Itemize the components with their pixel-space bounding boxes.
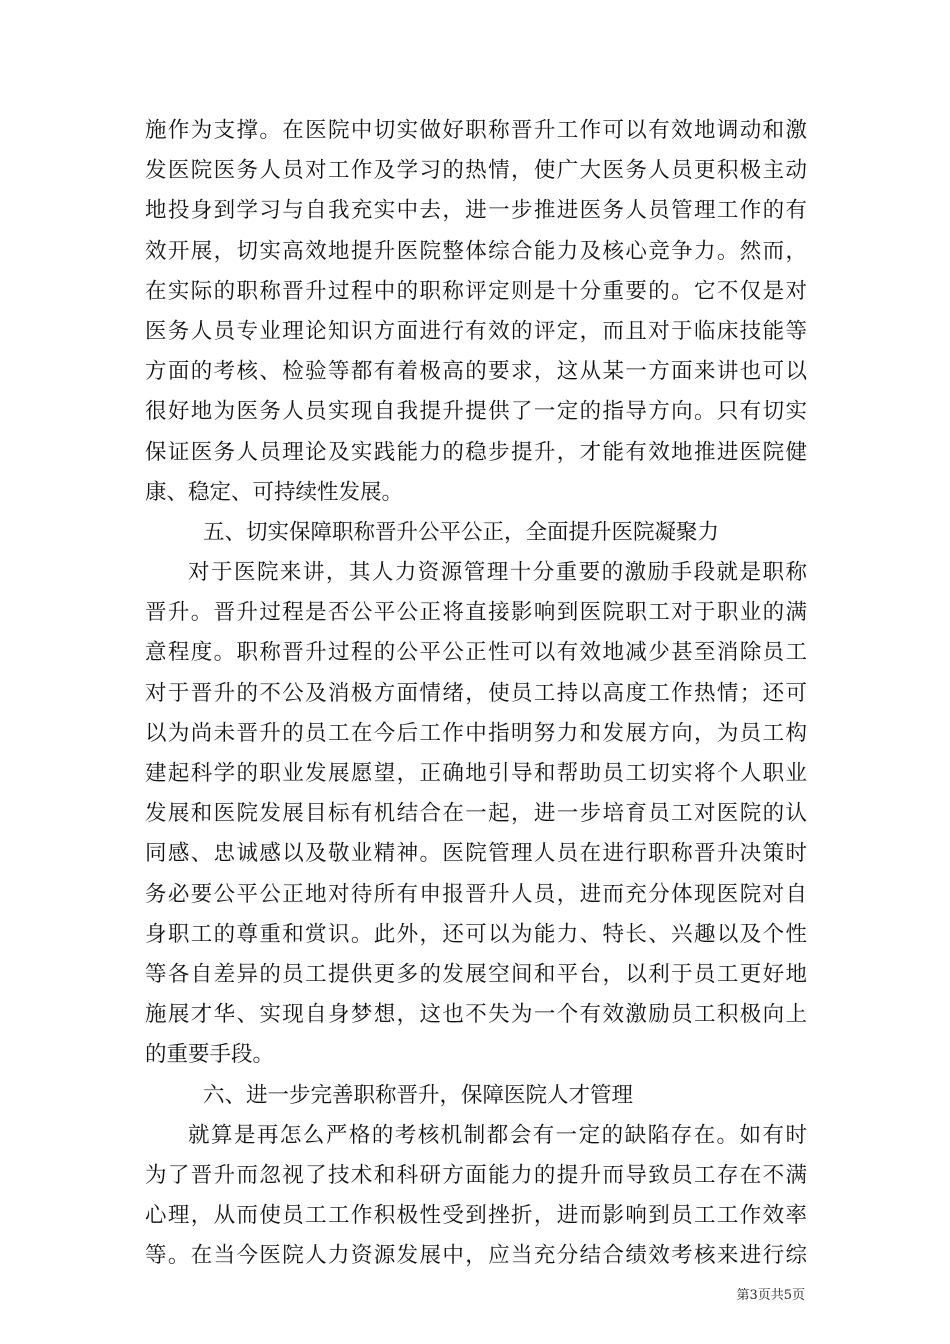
- text-line: 等。在当今医院人力资源发展中，应当充分结合绩效考核来进行综: [145, 1243, 807, 1269]
- page-footer: 第3页共5页: [736, 1288, 805, 1303]
- text-line: 施作为支撑。在医院中切实做好职称晋升工作可以有效地调动和激: [145, 118, 807, 143]
- document-body: [145, 111, 807, 1276]
- text-line: 以为尚未晋升的员工在今后工作中指明努力和发展方向，为员工构: [145, 720, 807, 746]
- text-line: 保证医务人员理论及实践能力的稳步提升，才能有效地推进医院健: [145, 439, 807, 465]
- text-line: 发展和医院发展目标有机结合在一起，进一步培育员工对医院的认: [145, 801, 807, 827]
- section-heading: 五、切实保障职称晋升公平公正，全面提升医院凝聚力: [203, 519, 720, 545]
- text-line: 对于医院来讲，其人力资源管理十分重要的激励手段就是职称: [188, 560, 807, 586]
- text-line: 地投身到学习与自我充实中去，进一步推进医务人员管理工作的有: [145, 198, 807, 224]
- text-line: 发医院医务人员对工作及学习的热情，使广大医务人员更积极主动: [145, 158, 807, 184]
- text-line: 意程度。职称晋升过程的公平公正性可以有效地减少甚至消除员工: [145, 640, 807, 666]
- text-line: 医务人员专业理论知识方面进行有效的评定，而且对于临床技能等: [145, 318, 807, 344]
- text-line: 建起科学的职业发展愿望，正确地引导和帮助员工切实将个人职业: [145, 761, 807, 786]
- text-line: 很好地为医务人员实现自我提升提供了一定的指导方向。只有切实: [145, 399, 807, 425]
- text-line: 施展才华、实现自身梦想，这也不失为一个有效激励员工积极向上: [145, 1002, 807, 1028]
- text-line: 效开展，切实高效地提升医院整体综合能力及核心竞争力。然而，: [145, 238, 807, 264]
- text-line: 康、稳定、可持续性发展。: [145, 479, 404, 505]
- text-line: 在实际的职称晋升过程中的职称评定则是十分重要的。它不仅是对: [145, 278, 807, 304]
- text-line: 就算是再怎么严格的考核机制都会有一定的缺陷存在。如有时: [188, 1122, 807, 1148]
- text-line: 对于晋升的不公及消极方面情绪，使员工持以高度工作热情；还可: [145, 680, 807, 706]
- text-line: 方面的考核、检验等都有着极高的要求，这从某一方面来讲也可以: [145, 359, 807, 385]
- text-line: 的重要手段。: [145, 1042, 275, 1068]
- text-line: 等各自差异的员工提供更多的发展空间和平台，以利于员工更好地: [145, 961, 807, 987]
- text-line: 心理，从而使员工工作积极性受到挫折，进而影响到员工工作效率: [145, 1203, 807, 1229]
- text-line: 晋升。晋升过程是否公平公正将直接影响到医院职工对于职业的满: [145, 600, 807, 626]
- text-line: 同感、忠诚感以及敬业精神。医院管理人员在进行职称晋升决策时: [145, 841, 807, 867]
- text-line: 为了晋升而忽视了技术和科研方面能力的提升而导致员工存在不满: [145, 1162, 807, 1188]
- section-heading: 六、进一步完善职称晋升，保障医院人才管理: [203, 1082, 634, 1108]
- text-line: 务必要公平公正地对待所有申报晋升人员，进而充分体现医院对自: [145, 881, 807, 907]
- text-line: 身职工的尊重和赏识。此外，还可以为能力、特长、兴趣以及个性: [145, 921, 807, 947]
